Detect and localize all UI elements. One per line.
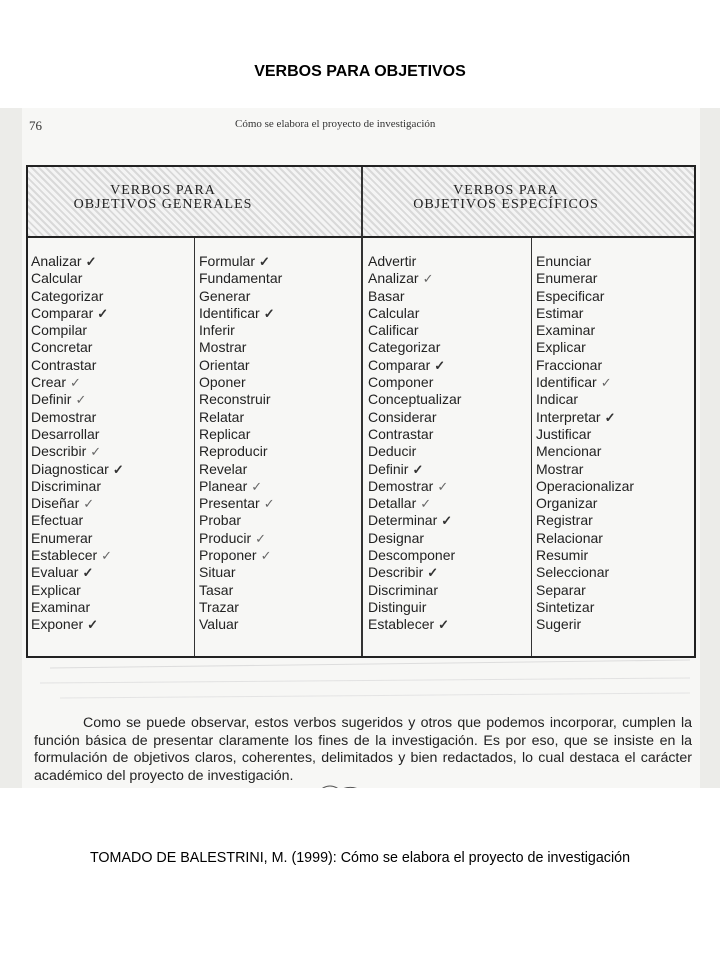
specific-objectives-header — [361, 184, 651, 212]
handwritten-check-icon: ✓ — [85, 254, 97, 269]
handwritten-check-icon: ✓ — [260, 548, 272, 564]
verb-word: Resumir — [536, 547, 589, 564]
verb-word: Identificar — [199, 304, 260, 321]
specific-verbs-column-1 — [368, 253, 461, 634]
general-verbs-column-2 — [199, 253, 282, 634]
verb-word: Generar — [199, 287, 251, 304]
verb-item — [368, 512, 461, 529]
verb-item — [199, 564, 282, 581]
handwritten-check-icon: ✓ — [255, 530, 267, 546]
verb-item — [31, 547, 124, 564]
verb-item — [368, 495, 461, 512]
verb-word: Proponer — [199, 547, 257, 564]
verb-item — [199, 495, 282, 512]
verb-item — [536, 599, 634, 616]
verb-word: Comparar — [368, 356, 431, 373]
verb-item — [31, 564, 124, 581]
verb-word: Valuar — [199, 616, 239, 633]
verb-item — [368, 443, 461, 460]
verb-word: Organizar — [536, 495, 598, 512]
verb-item — [368, 391, 461, 408]
verb-item — [536, 409, 634, 426]
verb-item — [199, 391, 282, 408]
handwritten-check-icon: ✓ — [83, 496, 95, 512]
verb-word: Componer — [368, 374, 434, 391]
verb-word: Separar — [536, 581, 586, 598]
verb-item — [199, 374, 282, 391]
verb-word: Calcular — [31, 270, 83, 287]
verb-item — [31, 616, 124, 633]
verb-item — [368, 409, 461, 426]
verb-word: Discriminar — [368, 581, 438, 598]
verb-item — [31, 305, 124, 322]
verb-item — [31, 582, 124, 599]
header-line: OBJETIVOS ESPECÍFICOS — [413, 197, 599, 212]
verb-item — [368, 426, 461, 443]
verb-word: Justificar — [536, 425, 592, 442]
verb-word: Seleccionar — [536, 564, 610, 581]
verbs-table — [26, 165, 696, 658]
verb-item — [536, 270, 634, 287]
handwritten-check-icon: ✓ — [112, 461, 124, 477]
handwritten-check-icon: ✓ — [70, 375, 81, 391]
verb-item — [536, 616, 634, 633]
verb-item — [31, 409, 124, 426]
verb-word: Relatar — [199, 408, 245, 425]
verb-word: Planear — [199, 477, 248, 494]
verb-item — [31, 478, 124, 495]
verb-word: Registrar — [536, 512, 593, 529]
verb-word: Identificar — [536, 374, 597, 391]
handwritten-check-icon: ✓ — [600, 375, 612, 391]
page-number: 76 — [29, 118, 42, 133]
verb-word: Analizar — [31, 253, 82, 269]
verb-word: Diseñar — [31, 495, 80, 512]
verb-word: Fundamentar — [199, 270, 283, 287]
specific-verbs-column-2 — [536, 253, 634, 634]
verb-word: Explicar — [536, 339, 586, 356]
verb-word: Mencionar — [536, 443, 602, 460]
verb-word: Replicar — [199, 425, 251, 442]
handwritten-check-icon: ✓ — [427, 565, 439, 581]
verb-item — [31, 599, 124, 616]
verb-item — [536, 357, 634, 374]
verb-item — [368, 478, 461, 495]
verb-item — [31, 495, 124, 512]
handwritten-check-icon: ✓ — [251, 478, 263, 494]
verb-item — [368, 357, 461, 374]
verb-word: Enunciar — [536, 253, 592, 269]
verb-word: Contrastar — [31, 356, 97, 373]
handwritten-check-icon: ✓ — [434, 357, 446, 373]
handwritten-check-icon: ✓ — [438, 617, 450, 633]
handwritten-check-icon: ✓ — [420, 496, 432, 512]
handwritten-check-icon: ✓ — [87, 617, 99, 633]
verb-item — [31, 530, 124, 547]
handwritten-check-icon: ✓ — [422, 271, 434, 287]
header-line: VERBOS PARA — [110, 183, 216, 198]
verb-item — [368, 461, 461, 478]
handwritten-check-icon: ✓ — [101, 548, 113, 564]
handwritten-check-icon: ✓ — [441, 513, 453, 529]
verb-item — [199, 357, 282, 374]
verb-item — [199, 530, 282, 547]
verb-item — [31, 443, 124, 460]
verb-item — [368, 530, 461, 547]
verb-item — [536, 495, 634, 512]
verb-word: Contrastar — [368, 425, 434, 442]
verb-item — [31, 461, 124, 478]
verb-item — [199, 461, 282, 478]
verb-word: Demostrar — [31, 408, 97, 425]
verb-word: Operacionalizar — [536, 477, 635, 494]
verb-item — [199, 582, 282, 599]
handwritten-check-icon: ✓ — [263, 305, 275, 321]
verb-item — [31, 322, 124, 339]
verb-item — [536, 564, 634, 581]
verb-word: Probar — [199, 512, 242, 529]
verb-item — [536, 253, 634, 270]
verb-item — [536, 530, 634, 547]
verb-item — [536, 426, 634, 443]
verb-word: Discriminar — [31, 477, 101, 494]
verb-word: Explicar — [31, 581, 81, 598]
verb-word: Orientar — [199, 356, 250, 373]
verb-word: Categorizar — [31, 287, 104, 304]
verb-item — [199, 270, 282, 287]
general-objectives-header — [28, 184, 298, 212]
verb-word: Demostrar — [368, 477, 434, 494]
verb-word: Conceptualizar — [368, 391, 462, 408]
verb-item — [536, 288, 634, 305]
verb-word: Categorizar — [368, 339, 441, 356]
general-verbs-column-1 — [31, 253, 124, 634]
verb-item — [31, 512, 124, 529]
verb-word: Calificar — [368, 322, 419, 339]
verb-item — [199, 512, 282, 529]
verb-item — [368, 305, 461, 322]
verb-word: Describir — [31, 443, 87, 460]
verb-word: Comparar — [31, 304, 94, 321]
verb-word: Analizar — [368, 270, 419, 287]
verb-word: Designar — [368, 529, 425, 546]
verb-word: Situar — [199, 564, 236, 581]
verb-item — [31, 426, 124, 443]
verb-item — [199, 616, 282, 633]
verb-item — [368, 547, 461, 564]
running-header: Cómo se elabora el proyecto de investigación — [235, 118, 436, 130]
handwritten-check-icon: ✓ — [259, 254, 270, 269]
verb-item — [31, 339, 124, 356]
verb-item — [199, 409, 282, 426]
verb-item — [368, 616, 461, 633]
verb-word: Inferir — [199, 322, 235, 339]
section-divider — [361, 167, 363, 656]
verb-item — [536, 582, 634, 599]
verb-word: Mostrar — [199, 339, 247, 356]
verb-item — [31, 357, 124, 374]
verb-word: Especificar — [536, 287, 605, 304]
verb-word: Enumerar — [31, 529, 93, 546]
verb-item — [368, 582, 461, 599]
source-citation: TOMADO DE BALESTRINI, M. (1999): Cómo se elabora el proyecto de investigación — [89, 850, 631, 866]
column-divider — [194, 238, 195, 656]
verb-item — [199, 305, 282, 322]
verb-word: Considerar — [368, 408, 437, 425]
verb-word: Formular — [199, 253, 256, 269]
verb-item — [31, 374, 124, 391]
verb-word: Examinar — [31, 598, 91, 615]
verb-word: Tasar — [199, 581, 234, 598]
verb-item — [536, 305, 634, 322]
verb-item — [368, 322, 461, 339]
verb-word: Evaluar — [31, 564, 79, 581]
verb-word: Desarrollar — [31, 425, 100, 442]
verb-item — [536, 547, 634, 564]
verb-word: Definir — [31, 391, 72, 408]
verb-item — [536, 443, 634, 460]
verb-item — [31, 391, 124, 408]
verb-word: Exponer — [31, 616, 84, 633]
verb-word: Sintetizar — [536, 598, 595, 615]
header-line: VERBOS PARA — [453, 183, 559, 198]
verb-word: Establecer — [368, 616, 435, 633]
verb-item — [536, 461, 634, 478]
verb-word: Examinar — [536, 322, 596, 339]
handwritten-check-icon: ✓ — [97, 305, 109, 321]
verb-item — [31, 253, 124, 270]
verb-word: Efectuar — [31, 512, 84, 529]
verb-word: Describir — [368, 564, 424, 581]
verb-word: Distinguir — [368, 598, 427, 615]
verb-item — [199, 253, 282, 270]
handwritten-check-icon: ✓ — [90, 444, 102, 460]
verb-word: Oponer — [199, 374, 246, 391]
verb-word: Sugerir — [536, 616, 582, 633]
verb-item — [368, 599, 461, 616]
verb-word: Basar — [368, 287, 405, 304]
verb-word: Descomponer — [368, 547, 456, 564]
verb-word: Estimar — [536, 304, 584, 321]
handwritten-check-icon: ✓ — [412, 461, 424, 477]
explanation-paragraph: Como se puede observar, estos verbos sugeridos y otros que podemos incorporar, cumplen la función básica de presentar claramente los fines de la investigación. Es por eso, que se insiste en la formulación de objetivos claros, coherentes, delimitados y bien redactados, lo cual destaca el carácter académico del proyecto de investigación. — [34, 715, 692, 784]
verb-word: Establecer — [31, 547, 98, 564]
verb-item — [199, 322, 282, 339]
verb-item — [199, 547, 282, 564]
verb-item — [536, 391, 634, 408]
verb-word: Enumerar — [536, 270, 598, 287]
verb-item — [368, 253, 461, 270]
handwritten-check-icon: ✓ — [263, 496, 275, 512]
verb-word: Deducir — [368, 443, 417, 460]
scanned-page — [0, 108, 720, 788]
header-line: OBJETIVOS GENERALES — [73, 197, 253, 212]
verb-word: Diagnosticar — [31, 460, 109, 477]
column-divider — [531, 238, 532, 656]
verb-item — [368, 564, 461, 581]
verb-item — [368, 374, 461, 391]
verb-word: Calcular — [368, 304, 420, 321]
verb-word: Trazar — [199, 598, 239, 615]
verb-word: Producir — [199, 529, 252, 546]
handwritten-check-icon: ✓ — [604, 409, 616, 425]
verb-item — [536, 374, 634, 391]
verb-word: Interpretar — [536, 408, 601, 425]
verb-word: Definir — [368, 460, 409, 477]
handwritten-check-icon: ✓ — [75, 392, 87, 408]
verb-word: Detallar — [368, 495, 417, 512]
verb-item — [31, 270, 124, 287]
verb-word: Concretar — [31, 339, 93, 356]
verb-word: Fraccionar — [536, 356, 603, 373]
verb-item — [199, 599, 282, 616]
verb-word: Presentar — [199, 495, 260, 512]
verb-item — [31, 288, 124, 305]
verb-item — [536, 322, 634, 339]
verb-word: Reproducir — [199, 443, 268, 460]
handwritten-check-icon: ✓ — [437, 478, 449, 494]
verb-word: Determinar — [368, 512, 438, 529]
verb-word: Advertir — [368, 253, 417, 269]
verb-word: Reconstruir — [199, 391, 271, 408]
verb-word: Relacionar — [536, 529, 603, 546]
verb-item — [199, 478, 282, 495]
verb-item — [199, 339, 282, 356]
verb-item — [368, 288, 461, 305]
verb-item — [536, 339, 634, 356]
handwritten-check-icon: ✓ — [82, 565, 94, 581]
verb-word: Mostrar — [536, 460, 584, 477]
verb-word: Compilar — [31, 322, 88, 339]
verb-word: Crear — [31, 374, 67, 391]
verb-item — [368, 270, 461, 287]
verb-item — [536, 512, 634, 529]
verb-word: Revelar — [199, 460, 248, 477]
slide-title: VERBOS PARA OBJETIVOS — [254, 63, 466, 80]
verb-item — [199, 426, 282, 443]
verb-word: Indicar — [536, 391, 579, 408]
verb-item — [199, 288, 282, 305]
verb-item — [536, 478, 634, 495]
verb-item — [368, 339, 461, 356]
verb-item — [199, 443, 282, 460]
